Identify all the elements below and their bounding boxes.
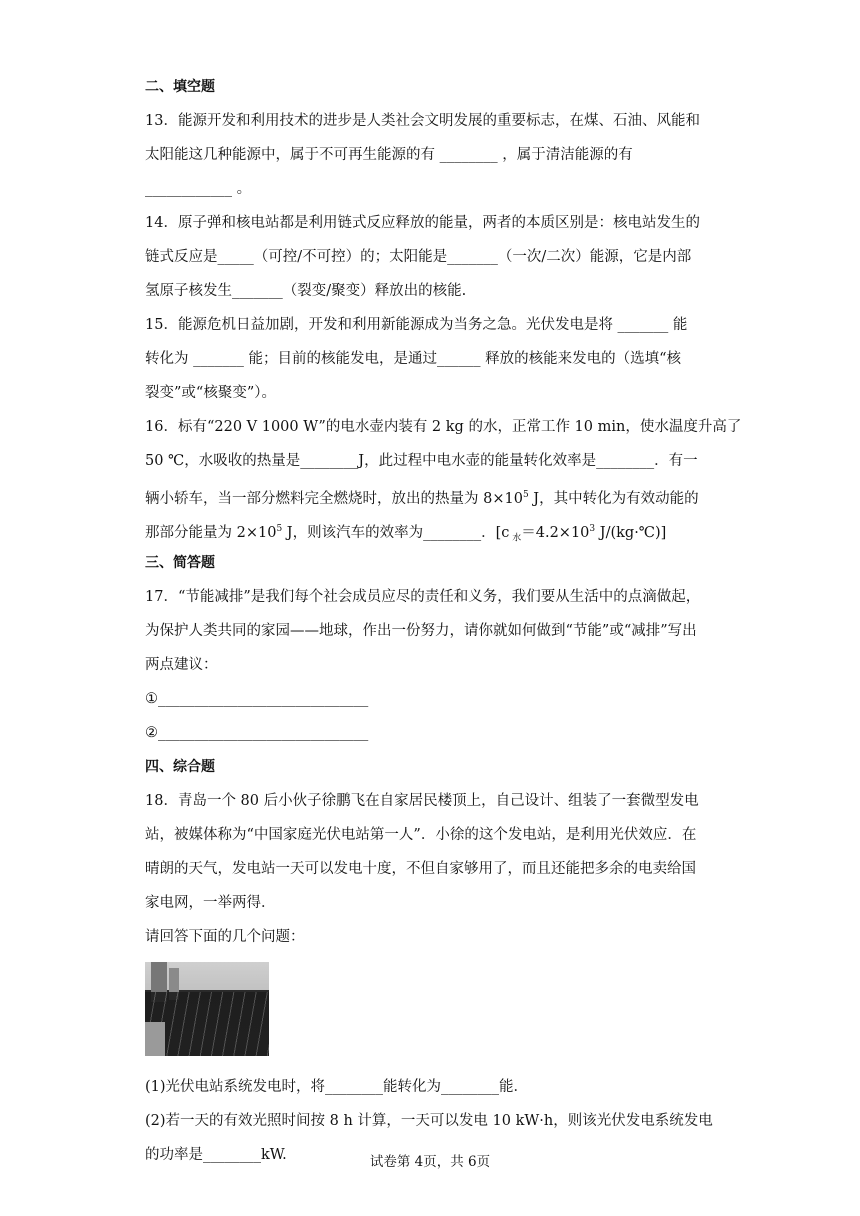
q18-prompt: 请回答下面的几个问题：	[145, 929, 305, 945]
q16-line-2: 50 ℃，水吸收的热量是________J，此过程中电水壶的能量转化效率是________．有一	[145, 453, 698, 469]
q16-subscript-water: 水	[509, 533, 522, 544]
q14-line-3: 氢原子核发生_______（裂变/聚变）释放出的核能.	[145, 283, 467, 299]
q18-line-3: 晴朗的天气，发电站一天可以发电十度，不但自家够用了，而且还能把多余的电卖给国	[145, 861, 696, 877]
q16-exponent-b: 5	[276, 524, 283, 534]
question-15	[145, 308, 715, 410]
q15-line-3: 裂变”或“核聚变”）。	[145, 385, 276, 401]
q16-line-4-text-a: 那部分能量为 2×10	[145, 524, 277, 541]
q15-line-2: 转化为 _______ 能；目前的核能发电，是通过______ 释放的核能来发电的（选填“核	[145, 351, 681, 367]
q17-line-1: 17．“节能减排”是我们每个社会成员应尽的责任和义务，我们要从生活中的点滴做起，	[145, 589, 701, 605]
section-heading-comprehensive: 四、综合题	[145, 759, 215, 775]
exam-page	[145, 70, 742, 1172]
photo-wall	[145, 1022, 165, 1056]
question-16	[145, 410, 742, 546]
q18-line-2: 站，被媒体称为“中国家庭光伏电站第一人”．小徐的这个发电站，是利用光伏效应．在	[145, 827, 697, 843]
q17-answer-2: ②_____________________________	[145, 725, 369, 741]
q13-line-1: 13．能源开发和利用技术的进步是人类社会文明发展的重要标志，在煤、石油、风能和	[145, 113, 700, 129]
q14-line-2: 链式反应是_____（可控/不可控）的；太阳能是_______（一次/二次）能源，它是内部	[145, 249, 692, 265]
question-13	[145, 104, 715, 206]
q17-line-2: 为保护人类共同的家园——地球，作出一份努力，请你就如何做到“节能”或“减排”写出	[145, 623, 697, 639]
q17-line-3: 两点建议：	[145, 657, 218, 673]
q16-line-4-text-c: ＝4.2×10	[521, 524, 590, 541]
q17-answer-1: ①_____________________________	[145, 691, 369, 707]
q16-line-4-text-b: J，则该汽车的效率为________．[c	[282, 524, 510, 541]
page-footer: 试卷第 4页，共 6页	[369, 1154, 491, 1170]
q18-line-1: 18．青岛一个 80 后小伙子徐鹏飞在自家居民楼顶上，自己设计、组装了一套微型发电	[145, 793, 699, 809]
q16-exponent-a: 5	[522, 490, 529, 500]
q18-part-2-line-2: 的功率是________kW.	[145, 1147, 287, 1163]
q16-line-3-text-b: J，其中转化为有效动能的	[528, 490, 699, 507]
q13-line-2: 太阳能这几种能源中，属于不可再生能源的有 ________ ，属于清洁能源的有	[145, 147, 633, 163]
q18-part-2-line-1: (2)若一天的有效光照时间按 8 h 计算，一天可以发电 10 kW·h，则该光伏发电系统发电	[145, 1113, 713, 1129]
q16-line-3	[145, 478, 715, 512]
q13-line-3: ____________ 。	[145, 181, 252, 197]
q16-line-3-text-a: 辆小轿车，当一部分燃料完全燃烧时，放出的热量为 8×10	[145, 490, 523, 507]
section-heading-fill-blank: 二、填空题	[145, 79, 215, 95]
q16-line-1: 16．标有“220 V 1000 W”的电水壶内装有 2 kg 的水，正常工作 10 min，使水温度升高了	[145, 419, 742, 435]
q16-line-4	[145, 512, 715, 546]
section-heading-short-answer: 三、简答题	[145, 555, 215, 571]
q18-line-4: 家电网，一举两得．	[145, 895, 276, 911]
q16-line-4-text-d: J/(kg·℃)]	[595, 524, 667, 541]
question-14	[145, 206, 715, 308]
q16-exponent-c: 3	[589, 524, 596, 534]
q14-line-1: 14．原子弹和核电站都是利用链式反应释放的能量，两者的本质区别是：核电站发生的	[145, 215, 700, 231]
solar-panel-photo	[145, 962, 269, 1056]
q15-line-1: 15．能源危机日益加剧，开发和利用新能源成为当务之急。光伏发电是将 _______ 能	[145, 317, 688, 333]
q18-part-1: (1)光伏电站系统发电时，将________能转化为________能．	[145, 1079, 529, 1095]
question-18	[145, 784, 715, 1172]
question-17	[145, 580, 715, 750]
